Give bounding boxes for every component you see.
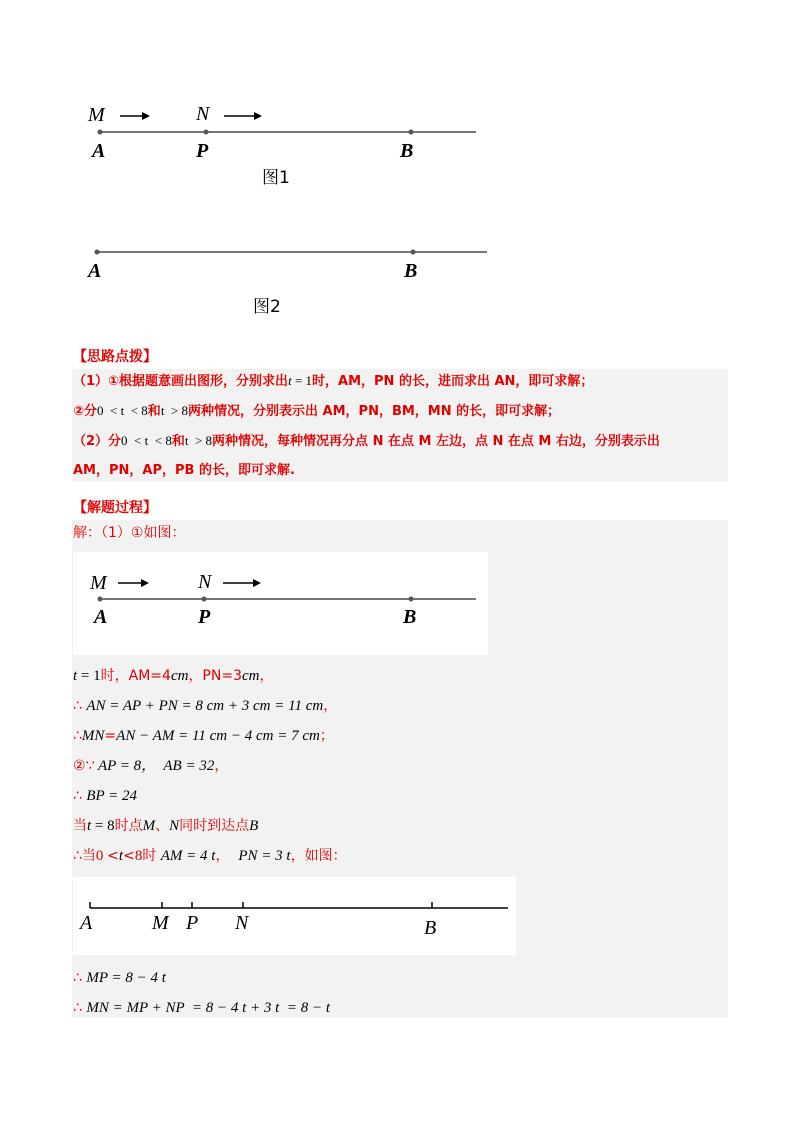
fig2-label-a: A: [88, 260, 102, 282]
fig3-label-a: A: [80, 912, 93, 934]
solution-figure-3: [73, 877, 516, 955]
fig1-label-n: N: [196, 103, 210, 125]
fig1-label-p: P: [196, 140, 209, 162]
fig2-label-b: B: [404, 260, 418, 282]
fig3-label-n: N: [235, 912, 249, 934]
fig1-label-a: A: [92, 140, 106, 162]
solution-step-3: ∴MN=AN − AM = 11 cm − 4 cm = 7 cm；: [73, 728, 334, 744]
fig1-caption: 图1: [262, 168, 290, 188]
hint-line-1: （1）①根据题意画出图形，分别求出t = 1时，AM，PN 的长，进而求出 AN，即可求解；: [73, 373, 594, 389]
hint-line-3: （2）分0 < t < 8和t > 8两种情况，每种情况再分点 N 在点 M 左边，点 N 在点 M 右边，分别表示出: [73, 433, 660, 449]
solution-heading: 【解题过程】: [73, 500, 157, 516]
solution-step-6: 当t = 8时点M、N同时到达点B: [73, 818, 259, 834]
solution-step-9: ∴ MN = MP + NP = 8 − 4 t + 3 t = 8 − t: [73, 1000, 331, 1016]
solution-step-5: ∴ BP = 24: [73, 788, 138, 804]
sol-fig-label-b: B: [403, 606, 417, 628]
figure-2: [80, 240, 500, 280]
fig3-label-m: M: [152, 912, 169, 934]
figure-1: [80, 100, 500, 190]
sol-fig-label-p: P: [198, 606, 211, 628]
fig3-label-p: P: [186, 912, 199, 934]
solution-figure: [73, 552, 488, 655]
solution-step-8: ∴ MP = 8 − 4 t: [73, 970, 166, 986]
sol-fig-label-a: A: [94, 606, 108, 628]
solution-step-7: ∴当0 <t<8时 AM = 4 t， PN = 3 t，如图：: [73, 848, 347, 864]
fig2-caption: 图2: [253, 297, 281, 317]
solution-intro: 解：（1）①如图：: [73, 525, 186, 541]
hint-line-4: AM，PN，AP，PB 的长，即可求解.: [73, 463, 295, 478]
solution-step-2: ∴ AN = AP + PN = 8 cm + 3 cm = 11 cm，: [73, 698, 338, 714]
fig3-label-b: B: [424, 917, 437, 939]
hint-line-2: ②分0 < t < 8和t > 8两种情况，分别表示出 AM，PN，BM，MN 的长，即可求解；: [73, 403, 561, 419]
fig1-label-m: M: [88, 104, 105, 126]
solution-step-1: t = 1时，AM=4cm，PN=3cm，: [73, 668, 274, 684]
fig1-label-b: B: [400, 140, 414, 162]
hint-heading: 【思路点拨】: [73, 349, 157, 365]
sol-fig-label-n: N: [198, 571, 212, 593]
solution-step-4: ②∵ AP = 8， AB = 32，: [73, 758, 229, 774]
sol-fig-label-m: M: [90, 572, 107, 594]
